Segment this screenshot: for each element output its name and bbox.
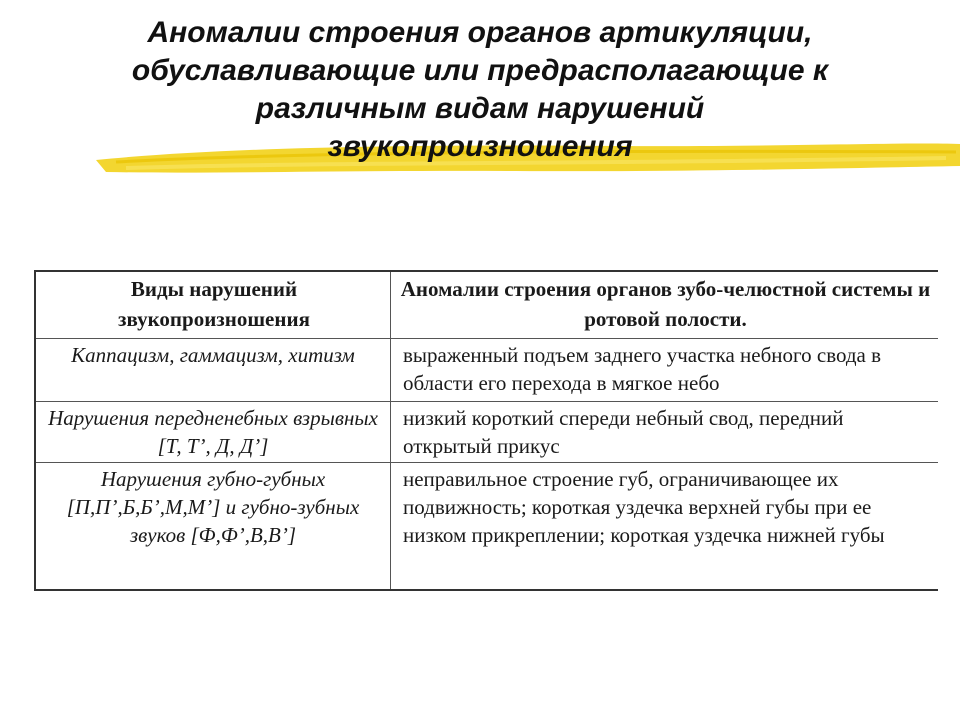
header-disorder-type: Виды нарушений звукопроизношения (35, 271, 391, 339)
disorder-cell: Нарушения передненебных взрывных [Т, Т’, Д, Д’] (35, 402, 391, 463)
title-line-3: различным видам нарушений (255, 92, 705, 125)
header-anomalies: Аномалии строения органов зубо-челюстной системы и ротовой полости. (400, 277, 931, 331)
anomaly-cell: низкий короткий спереди небный свод, передний открытый прикус (391, 402, 939, 463)
title-line-2: обуславливающие или предрасполагающие к (131, 54, 829, 87)
title-line-4: звукопроизношения (327, 130, 633, 163)
slide-title (40, 14, 920, 166)
table-row (35, 402, 938, 463)
table-row (35, 339, 938, 402)
anomaly-cell: выраженный подъем заднего участка небного свода в области его перехода в мягкое небо (391, 339, 939, 402)
disorder-cell: Нарушения губно-губных [П,П’,Б,Б’,М,М’] и губно-зубных звуков [Ф,Ф’,В,В’] (35, 463, 391, 591)
table-row (35, 463, 938, 591)
anomaly-cell: неправильное строение губ, ограничивающее их подвижность; короткая уздечка верхней губы при ее низком прикреплении; короткая уздечка нижней губы (391, 463, 939, 591)
title-line-1: Аномалии строения органов артикуляции, (147, 16, 813, 49)
disorder-cell: Каппацизм, гаммацизм, хитизм (35, 339, 391, 402)
anomalies-table (34, 270, 938, 591)
table-header-row (35, 271, 938, 339)
